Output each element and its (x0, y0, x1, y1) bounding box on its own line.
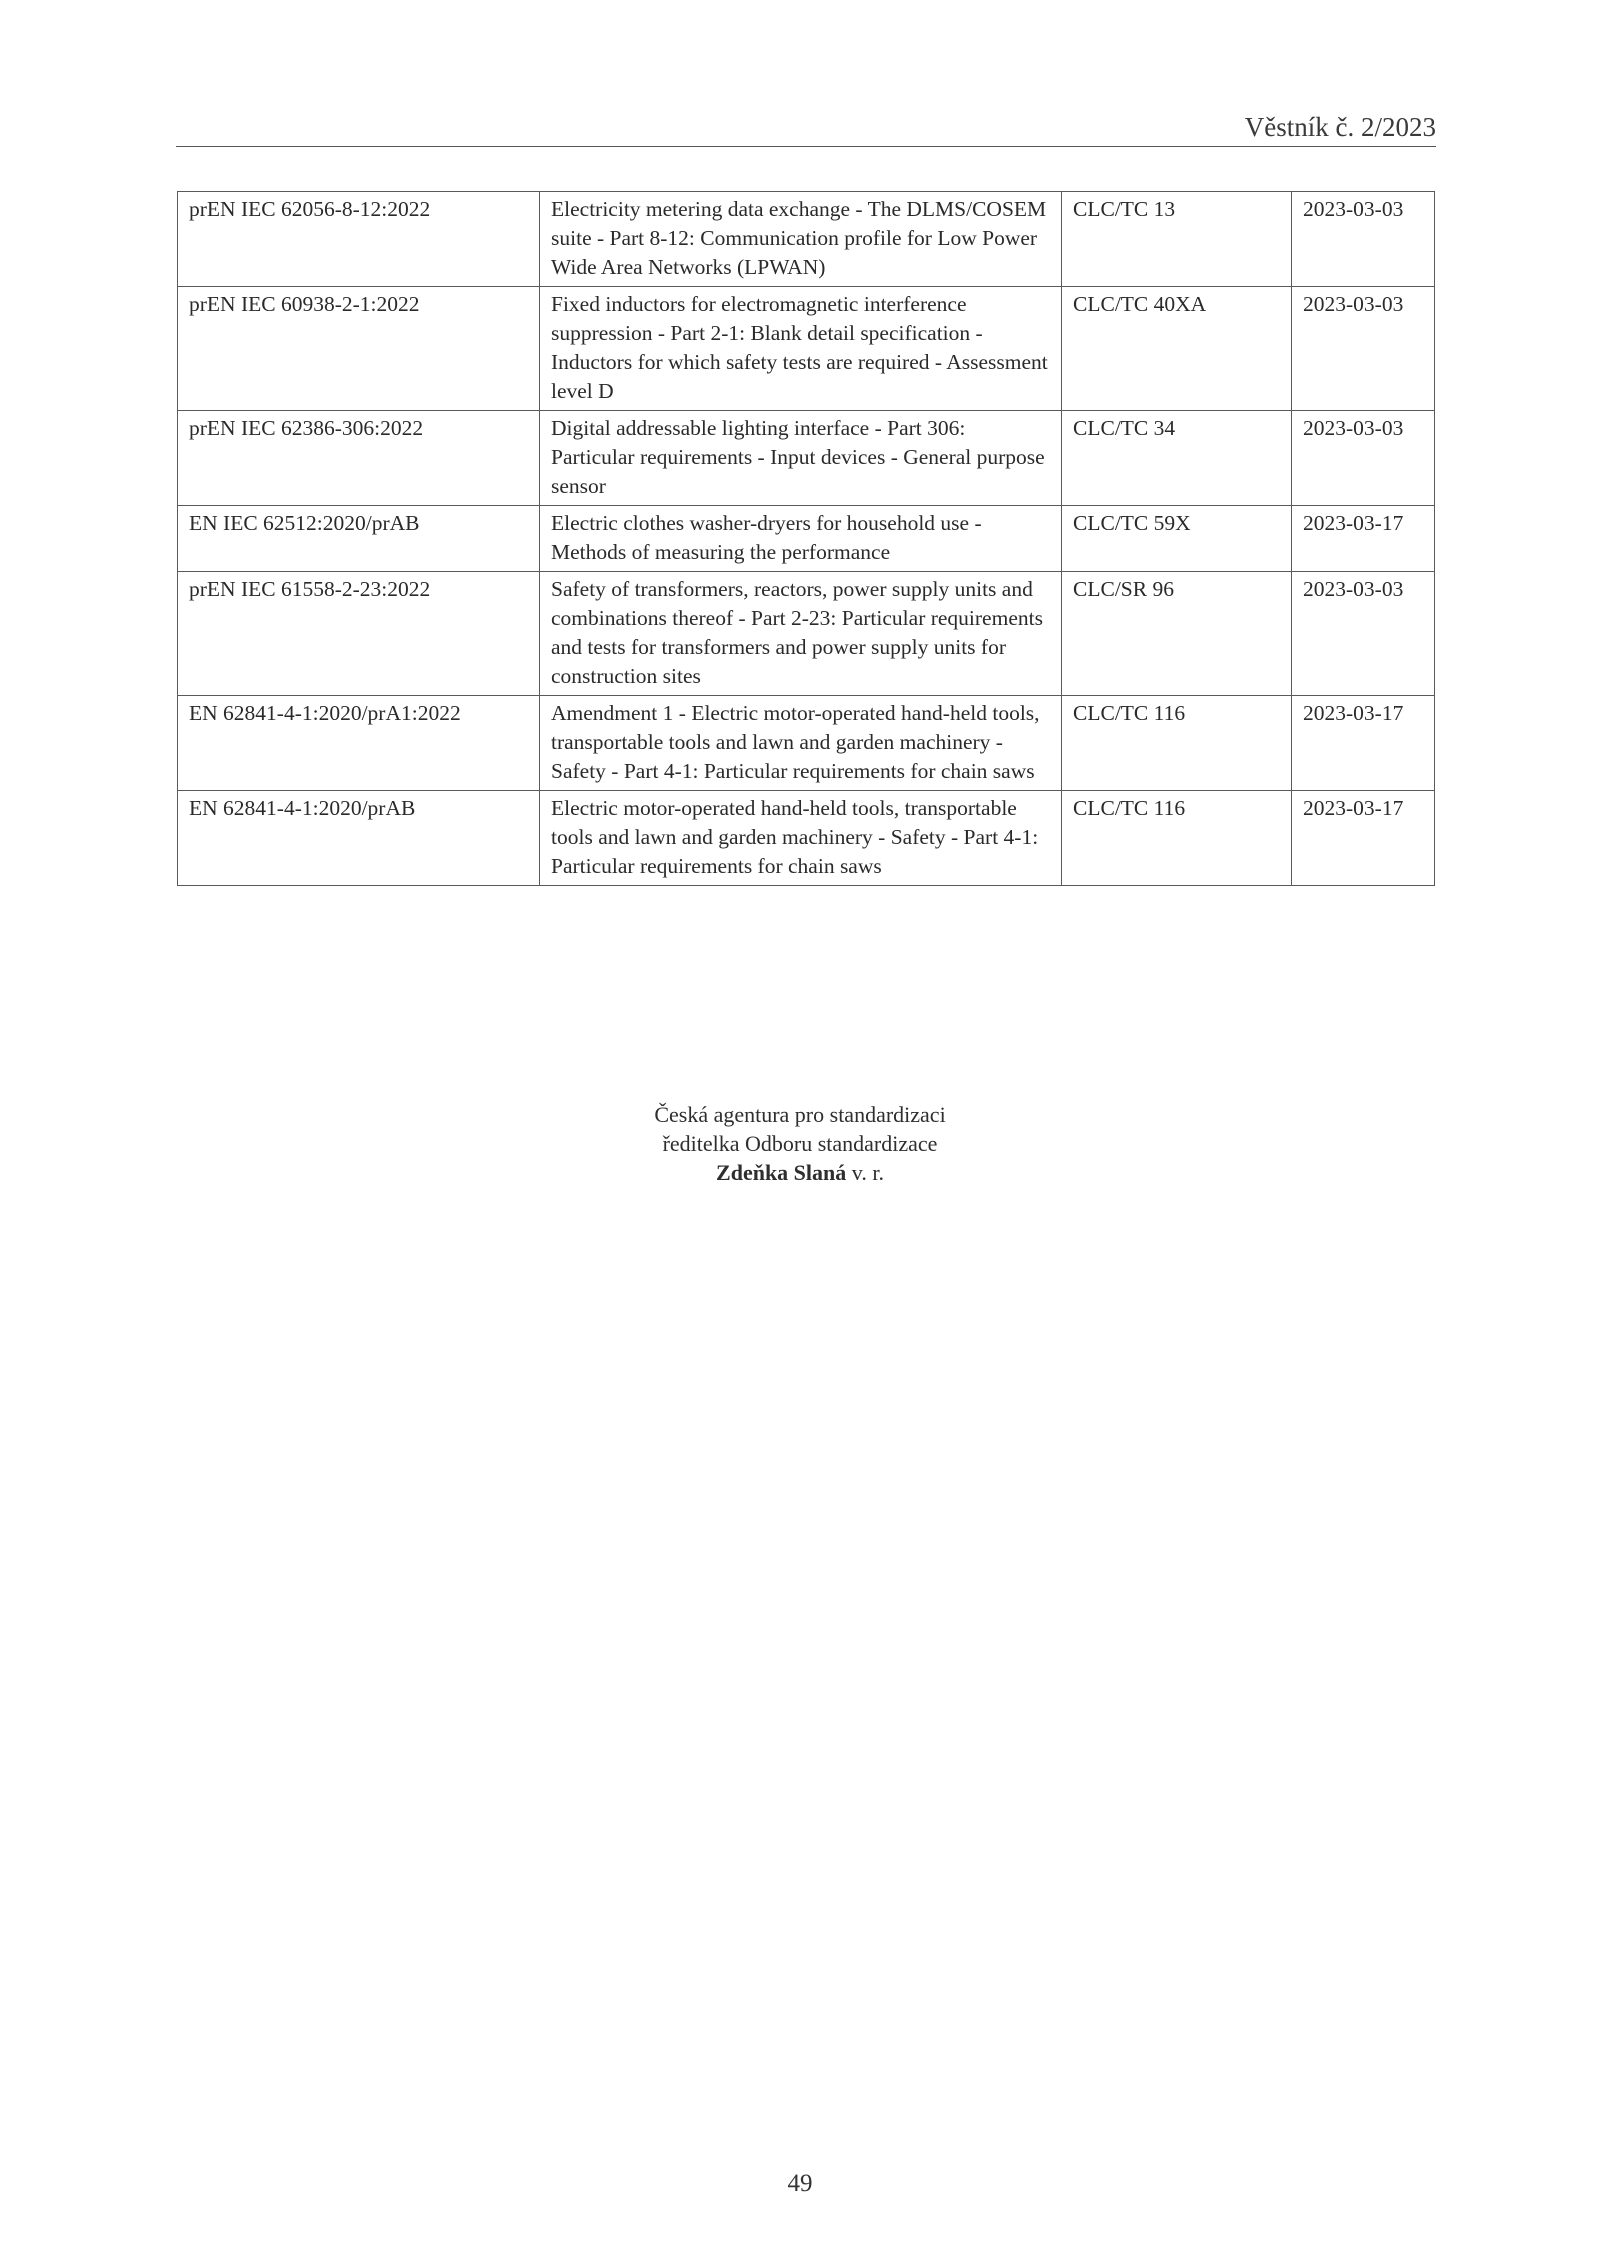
committee-cell: CLC/TC 34 (1062, 411, 1292, 506)
header-divider (176, 146, 1436, 147)
committee-cell: CLC/TC 59X (1062, 506, 1292, 572)
table-row (178, 506, 1435, 572)
page-header-title: Věstník č. 2/2023 (1244, 112, 1436, 142)
page-number: 49 (787, 2170, 813, 2197)
signature-suffix: v. r. (851, 1160, 884, 1185)
date-cell: 2023-03-17 (1292, 696, 1435, 791)
table-row (178, 696, 1435, 791)
standard-code-cell: EN 62841-4-1:2020/prA1:2022 (178, 696, 540, 791)
table-row (178, 411, 1435, 506)
committee-cell: CLC/SR 96 (1062, 572, 1292, 696)
standard-code-cell: prEN IEC 62056-8-12:2022 (178, 192, 540, 287)
standard-code-cell: prEN IEC 61558-2-23:2022 (178, 572, 540, 696)
date-cell: 2023-03-03 (1292, 192, 1435, 287)
committee-cell: CLC/TC 13 (1062, 192, 1292, 287)
date-cell: 2023-03-03 (1292, 287, 1435, 411)
standard-code-cell: EN 62841-4-1:2020/prAB (178, 791, 540, 886)
standard-code-cell: EN IEC 62512:2020/prAB (178, 506, 540, 572)
signature-position: ředitelka Odboru standardizace (662, 1131, 938, 1156)
table-row (178, 192, 1435, 287)
standard-title-cell: Electricity metering data exchange - The DLMS/COSEM suite - Part 8-12: Communication profile for Low Power Wide Area Networks (LPWAN) (540, 192, 1062, 287)
committee-cell: CLC/TC 116 (1062, 696, 1292, 791)
standard-title-cell: Electric motor-operated hand-held tools, transportable tools and lawn and garden machinery - Safety - Part 4-1: Particular requirements for chain saws (540, 791, 1062, 886)
table-row (178, 287, 1435, 411)
table-row (178, 572, 1435, 696)
date-cell: 2023-03-17 (1292, 506, 1435, 572)
signatory-name: Zdeňka Slaná (716, 1160, 847, 1185)
signature-block (0, 1100, 1600, 1187)
standard-code-cell: prEN IEC 62386-306:2022 (178, 411, 540, 506)
signature-line (0, 1158, 1600, 1187)
committee-cell: CLC/TC 116 (1062, 791, 1292, 886)
date-cell: 2023-03-17 (1292, 791, 1435, 886)
date-cell: 2023-03-03 (1292, 572, 1435, 696)
table-row (178, 791, 1435, 886)
standards-table (177, 191, 1435, 886)
standard-code-cell: prEN IEC 60938-2-1:2022 (178, 287, 540, 411)
standard-title-cell: Fixed inductors for electromagnetic interference suppression - Part 2-1: Blank detail specification - Inductors for which safety tests are required - Assessment level D (540, 287, 1062, 411)
signature-organization: Česká agentura pro standardizaci (654, 1102, 946, 1127)
committee-cell: CLC/TC 40XA (1062, 287, 1292, 411)
standard-title-cell: Safety of transformers, reactors, power supply units and combinations thereof - Part 2-23: Particular requirements and tests for transformers and power supply units for construction sites (540, 572, 1062, 696)
standard-title-cell: Electric clothes washer-dryers for household use - Methods of measuring the performance (540, 506, 1062, 572)
date-cell: 2023-03-03 (1292, 411, 1435, 506)
standard-title-cell: Amendment 1 - Electric motor-operated hand-held tools, transportable tools and lawn and garden machinery - Safety - Part 4-1: Particular requirements for chain saws (540, 696, 1062, 791)
standard-title-cell: Digital addressable lighting interface - Part 306: Particular requirements - Input devices - General purpose sensor (540, 411, 1062, 506)
